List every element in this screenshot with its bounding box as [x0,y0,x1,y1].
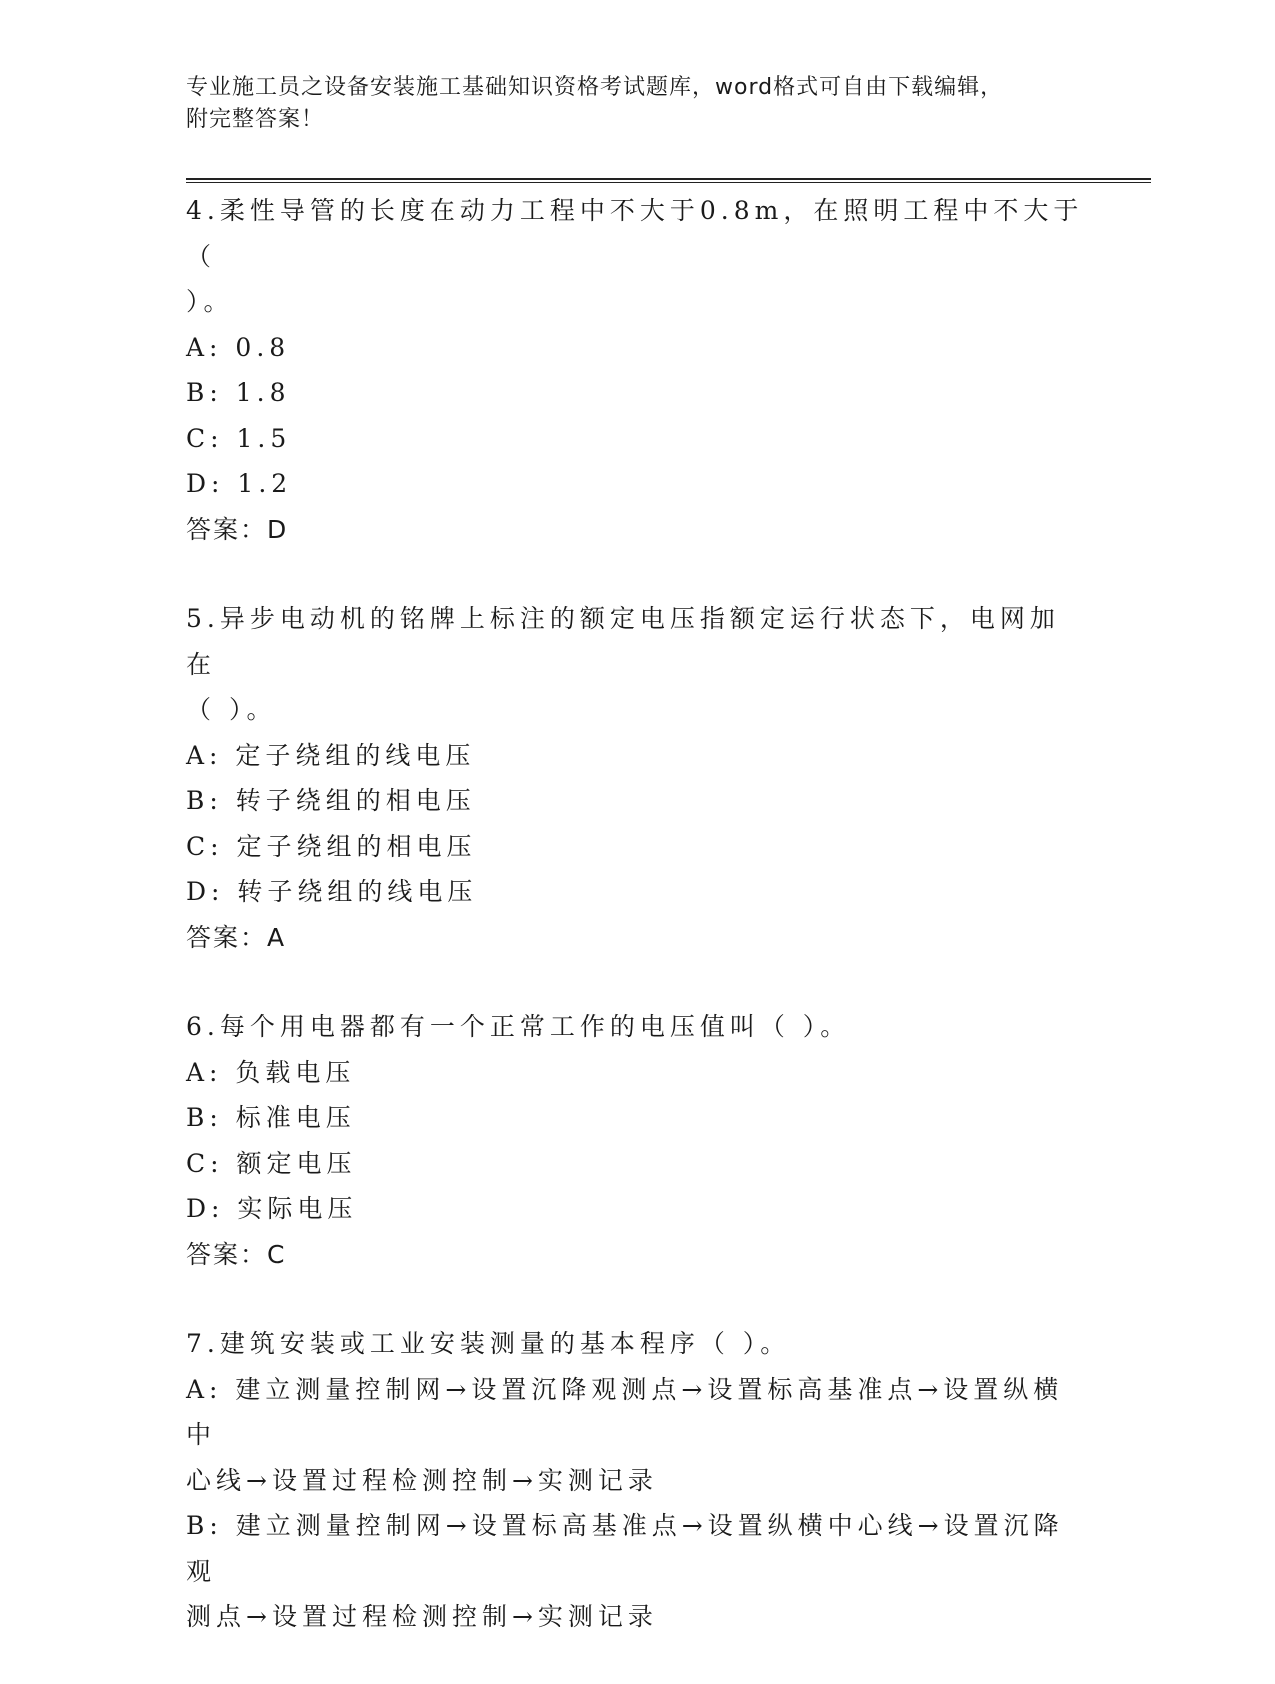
header-line-1: 专业施工员之设备安装施工基础知识资格考试题库，word格式可自由下载编辑， [186,75,1004,100]
option-a: A: 定子绕组的线电压 [186,740,476,770]
answer: 答案：C [186,1239,287,1269]
option-c: C: 额定电压 [186,1148,357,1178]
option-d: D: 1.2 [186,469,293,498]
header-line-2: 附完整答案！ [186,107,325,132]
option-a: A: 建立测量控制网→设置沉降观测点→设置标高基准点→设置纵横中 [186,1374,1064,1449]
question-6 [186,1004,1086,1277]
option-d: D: 转子绕组的线电压 [186,877,478,906]
question-7 [186,1321,1086,1640]
question-text: 5.异步电动机的铭牌上标注的额定电压指额定运行状态下，电网加在 [186,604,1060,679]
header-divider [186,178,1151,183]
option-c: C: 定子绕组的相电压 [186,831,477,861]
option-c: C: 1.5 [186,423,292,453]
question-text: 6.每个用电器都有一个正常工作的电压值叫（ ）。 [186,1012,851,1041]
question-4 [186,188,1086,552]
option-b: B: 1.8 [186,378,291,407]
question-5 [186,596,1086,960]
option-b: B: 标准电压 [186,1103,356,1132]
question-text-cont: ）。 [186,287,234,316]
answer: 答案：A [186,922,287,952]
question-text: 7.建筑安装或工业安装测量的基本程序（ ）。 [186,1329,791,1358]
question-text-cont: （ ）。 [186,695,277,724]
question-text: 4.柔性导管的长度在动力工程中不大于0.8m，在照明工程中不大于（ [186,196,1084,271]
answer: 答案：D [186,514,289,544]
document-header [186,72,1086,136]
option-a-cont: 心线→设置过程检测控制→实测记录 [186,1465,658,1495]
option-d: D: 实际电压 [186,1194,358,1223]
question-list [186,188,1086,1684]
option-b: B: 转子绕组的相电压 [186,786,476,815]
option-b: B: 建立测量控制网→设置标高基准点→设置纵横中心线→设置沉降观 [186,1511,1064,1586]
option-a: A: 负载电压 [186,1057,356,1087]
option-a: A: 0.8 [186,332,291,362]
option-b-cont: 测点→设置过程检测控制→实测记录 [186,1602,658,1631]
